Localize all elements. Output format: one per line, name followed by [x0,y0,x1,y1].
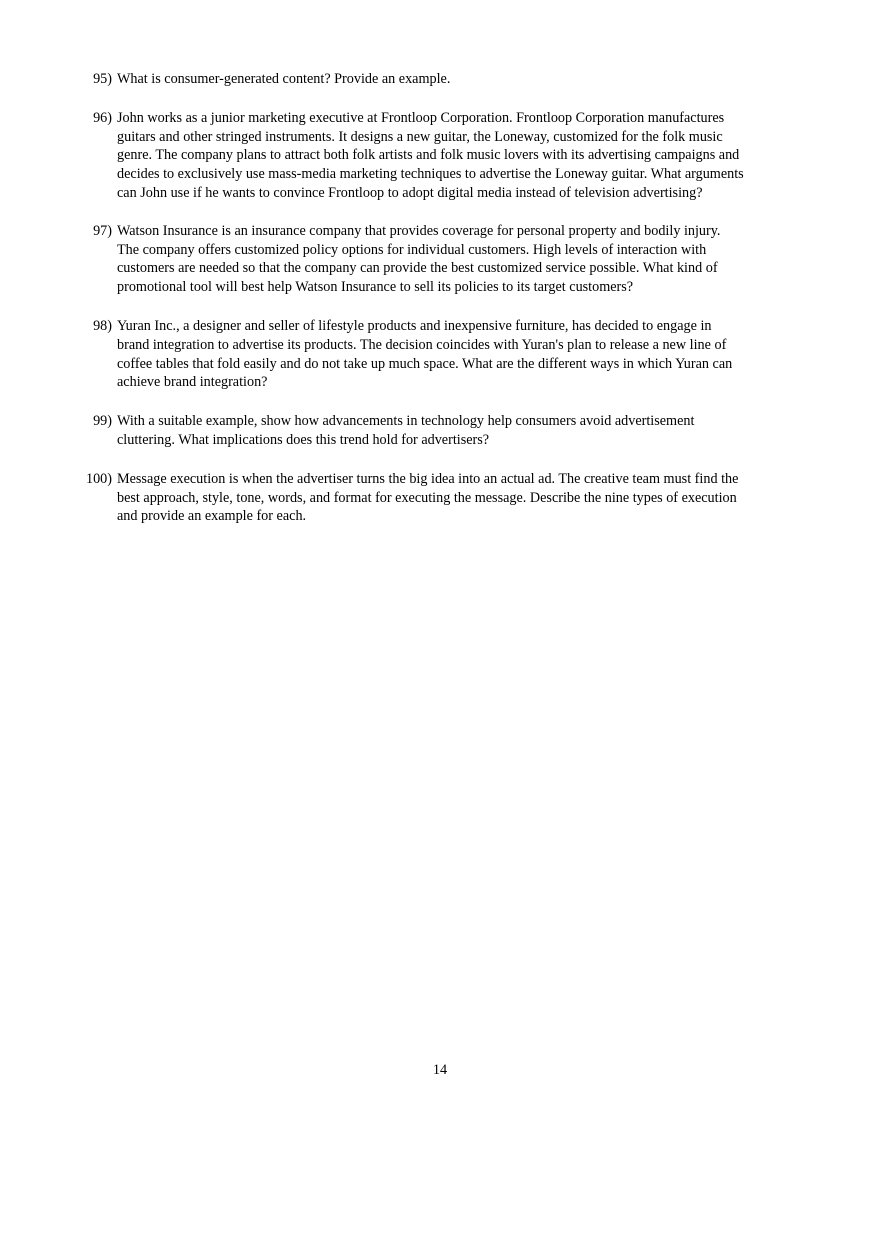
question-number: 95) [93,71,112,87]
question-text: John works as a junior marketing executive at Frontloop Corporation. Frontloop Corporation manufactures guitars and other stringed instruments. It designs a new guitar, the Loneway, customized for the folk music genre. The company plans to attract both folk artists and folk music lovers with its advertising campaigns and decides to exclusively use mass-media marketing techniques to advertise the Loneway guitar. What arguments can John use if he wants to convince Frontloop to adopt digital media instead of television advertising? [117,109,744,201]
question-text: With a suitable example, show how advancements in technology help consumers avoid advertisement cluttering. What implications does this trend hold for advertisers? [117,413,695,448]
question-text: What is consumer-generated content? Provide an example. [117,71,451,87]
question-list [0,70,880,526]
question-text: Yuran Inc., a designer and seller of lifestyle products and inexpensive furniture, has decided to engage in brand integration to advertise its products. The decision coincides with Yuran's plan to release a new line of coffee tables that fold easily and do not take up much space. What are the different ways in which Yuran can achieve brand integration? [117,317,733,391]
question-95 [0,70,880,89]
question-98 [0,317,880,392]
question-number: 97) [93,222,112,239]
question-number: 100) [85,470,112,487]
question-96 [0,109,880,203]
question-number: 98) [93,317,112,334]
question-text: Message execution is when the advertiser turns the big idea into an actual ad. The creative team must find the best approach, style, tone, words, and format for executing the message. Describe the nine types of execution and provide an example for each. [117,470,739,525]
question-number: 99) [93,413,112,430]
question-number: 96) [93,109,112,126]
question-text: Watson Insurance is an insurance company that provides coverage for personal property and bodily injury. The company offers customized policy options for individual customers. High levels of interaction with customers are needed so that the company can provide the best customized service possible. What kind of promotional tool will best help Watson Insurance to sell its policies to its target customers? [117,222,721,296]
page-number: 14 [432,1062,448,1078]
question-100 [0,470,880,526]
question-99 [0,412,880,450]
question-97 [0,222,880,297]
